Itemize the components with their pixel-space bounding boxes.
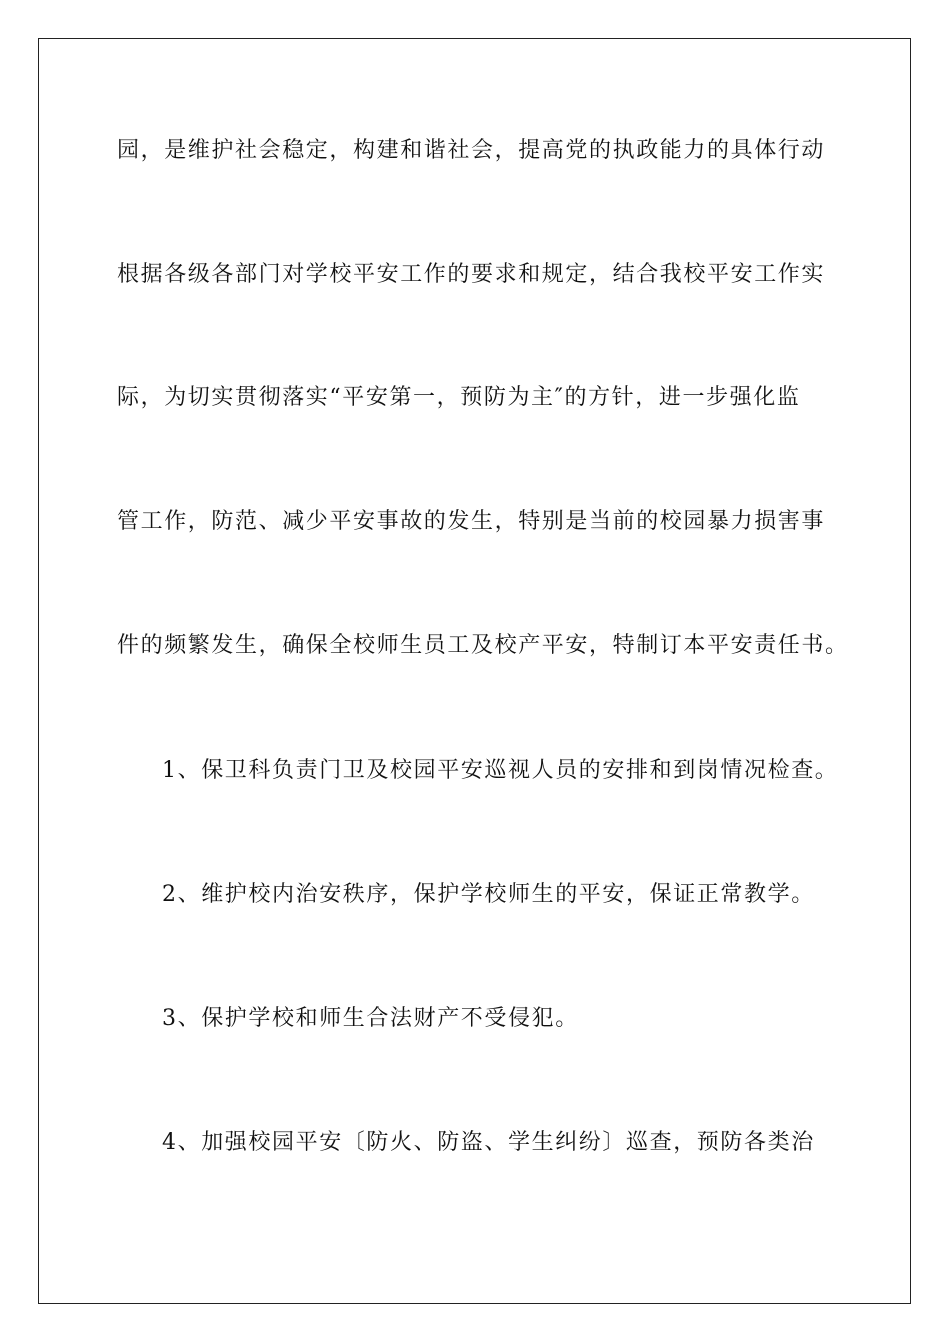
list-item-3: 3、保护学校和师生合法财产不受侵犯。: [162, 1006, 579, 1031]
paragraph-line-3: 际，为切实贯彻落实“平安第一，预防为主″的方针，进一步强化监: [117, 385, 801, 410]
paragraph-line-1: 园，是维护社会稳定，构建和谐社会，提高党的执政能力的具体行动: [117, 138, 826, 163]
paragraph-line-5: 件的频繁发生，确保全校师生员工及校产平安，特制订本平安责任书。: [117, 633, 849, 658]
list-item-4: 4、加强校园平安〔防火、防盗、学生纠纷〕巡查，预防各类治: [162, 1130, 815, 1155]
list-item-2: 2、维护校内治安秩序，保护学校师生的平安，保证正常教学。: [162, 882, 815, 907]
list-item-1: 1、保卫科负责门卫及校园平安巡视人员的安排和到岗情况检查。: [162, 758, 839, 783]
paragraph-line-2: 根据各级各部门对学校平安工作的要求和规定，结合我校平安工作实: [117, 262, 826, 287]
paragraph-line-4: 管工作，防范、减少平安事故的发生，特别是当前的校园暴力损害事: [117, 509, 826, 534]
page-frame: [38, 38, 911, 1304]
